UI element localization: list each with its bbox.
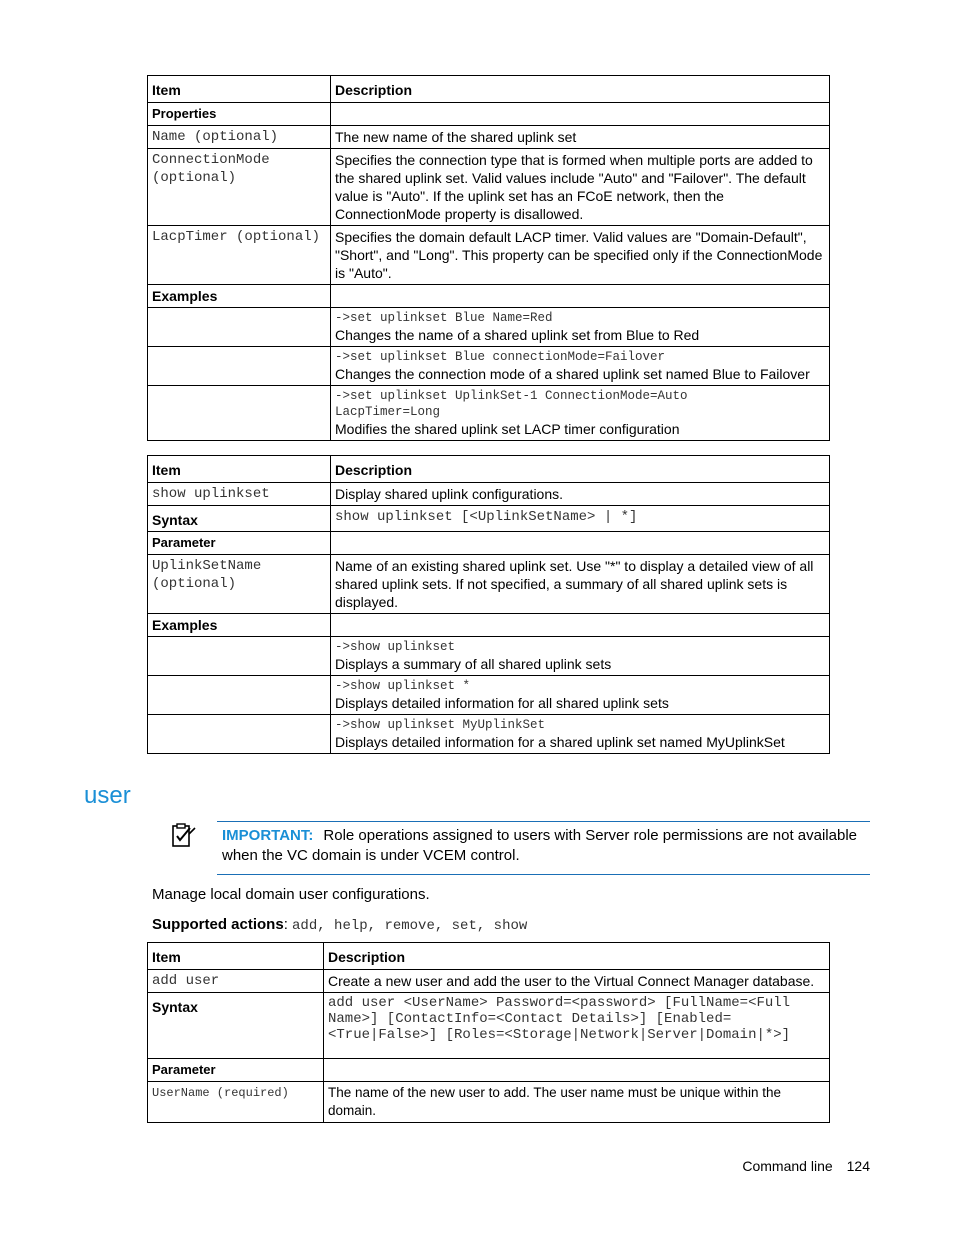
syntax-row	[148, 506, 830, 532]
example-row	[148, 347, 830, 386]
example-row	[148, 637, 830, 676]
uplinkset-show-table	[147, 455, 830, 754]
header-item: Item	[148, 76, 331, 103]
supported-actions	[152, 916, 527, 934]
header-item: Item	[148, 456, 331, 483]
property-name: Name (optional)	[148, 126, 331, 149]
example-code: ->set uplinkset Blue connectionMode=Failover	[335, 350, 666, 364]
property-name: LacpTimer (optional)	[148, 226, 331, 285]
example-text: Changes the name of a shared uplink set from Blue to Red	[335, 327, 700, 343]
example-code: ->show uplinkset *	[335, 679, 471, 693]
table-header-row	[148, 456, 830, 483]
example-row	[148, 715, 830, 754]
page-footer	[728, 1158, 870, 1174]
property-description: The new name of the shared uplink set	[331, 126, 830, 149]
example-text: Changes the connection mode of a shared uplink set named Blue to Failover	[335, 366, 810, 382]
parameter-label: Parameter	[148, 532, 331, 555]
property-description: Specifies the connection type that is formed when multiple ports are added to the shared uplink set. Valid values include "Auto" and "Failover". The default value is "Auto". If the uplink set has an FCoE network, then the ConnectionMode property is disallowed.	[331, 149, 830, 226]
table-row	[148, 555, 830, 614]
page-number: 124	[846, 1158, 870, 1174]
properties-section-row	[148, 103, 830, 126]
parameter-name: UserName (required)	[148, 1082, 324, 1123]
supported-actions-sep: :	[283, 916, 288, 933]
supported-actions-label: Supported actions	[152, 916, 284, 933]
properties-label: Properties	[148, 103, 331, 126]
table-header-row	[148, 943, 830, 970]
section-intro: Manage local domain user configurations.	[152, 886, 430, 903]
important-label: IMPORTANT:	[222, 827, 314, 844]
table-row	[148, 1082, 830, 1123]
property-description: Specifies the domain default LACP timer. Valid values are "Domain-Default", "Short", and "Long". This property can be specified only if the ConnectionMode is "Auto".	[331, 226, 830, 285]
syntax-label: Syntax	[148, 993, 324, 1059]
parameter-label: Parameter	[148, 1059, 324, 1082]
important-text: Role operations assigned to users with Server role permissions are not available when the VC domain is under VCEM control.	[222, 827, 857, 864]
user-add-table	[147, 942, 830, 1123]
example-text: Modifies the shared uplink set LACP timer configuration	[335, 421, 680, 437]
command-description: Display shared uplink configurations.	[331, 483, 830, 506]
important-note	[217, 821, 870, 875]
uplinkset-set-table	[147, 75, 830, 441]
command-name: add user	[148, 970, 324, 993]
example-code: ->set uplinkset UplinkSet-1 ConnectionMode=Auto LacpTimer=Long	[335, 389, 696, 419]
example-text: Displays detailed information for all shared uplink sets	[335, 695, 669, 711]
syntax-code: add user <UserName> Password=<password> [FullName=<Full Name>] [ContactInfo=<Contact Details>] [Enabled=<True|False>] [Roles=<Storage|Network|Server|Domain|*>]	[324, 993, 830, 1059]
header-item: Item	[148, 943, 324, 970]
footer-section: Command line	[742, 1158, 833, 1174]
table-row	[148, 126, 830, 149]
important-notice-icon	[170, 822, 198, 850]
parameter-section-row	[148, 532, 830, 555]
section-title: user	[84, 782, 131, 809]
header-description: Description	[331, 456, 830, 483]
examples-label: Examples	[148, 285, 331, 308]
parameter-section-row	[148, 1059, 830, 1082]
property-name: ConnectionMode (optional)	[148, 149, 331, 226]
syntax-row	[148, 993, 830, 1059]
parameter-name: UplinkSetName (optional)	[148, 555, 331, 614]
table-header-row	[148, 76, 830, 103]
examples-section-row	[148, 285, 830, 308]
command-name: show uplinkset	[148, 483, 331, 506]
example-row	[148, 308, 830, 347]
supported-actions-list: add, help, remove, set, show	[292, 918, 528, 934]
syntax-label: Syntax	[148, 506, 331, 532]
header-description: Description	[331, 76, 830, 103]
command-row	[148, 483, 830, 506]
example-text: Displays a summary of all shared uplink sets	[335, 656, 612, 672]
command-row	[148, 970, 830, 993]
example-text: Displays detailed information for a shared uplink set named MyUplinkSet	[335, 734, 785, 750]
header-description: Description	[324, 943, 830, 970]
example-row	[148, 386, 830, 441]
parameter-description: Name of an existing shared uplink set. Use "*" to display a detailed view of all shared uplink sets. If not specified, a summary of all shared uplink sets is displayed.	[331, 555, 830, 614]
table-row	[148, 226, 830, 285]
example-code: ->show uplinkset MyUplinkSet	[335, 718, 546, 732]
syntax-code: show uplinkset [<UplinkSetName> | *]	[331, 506, 830, 532]
example-code: ->set uplinkset Blue Name=Red	[335, 311, 553, 325]
table-row	[148, 149, 830, 226]
examples-label: Examples	[148, 614, 331, 637]
example-code: ->show uplinkset	[335, 640, 456, 654]
parameter-description: The name of the new user to add. The user name must be unique within the domain.	[324, 1082, 830, 1123]
command-description: Create a new user and add the user to the Virtual Connect Manager database.	[324, 970, 830, 993]
examples-section-row	[148, 614, 830, 637]
example-row	[148, 676, 830, 715]
